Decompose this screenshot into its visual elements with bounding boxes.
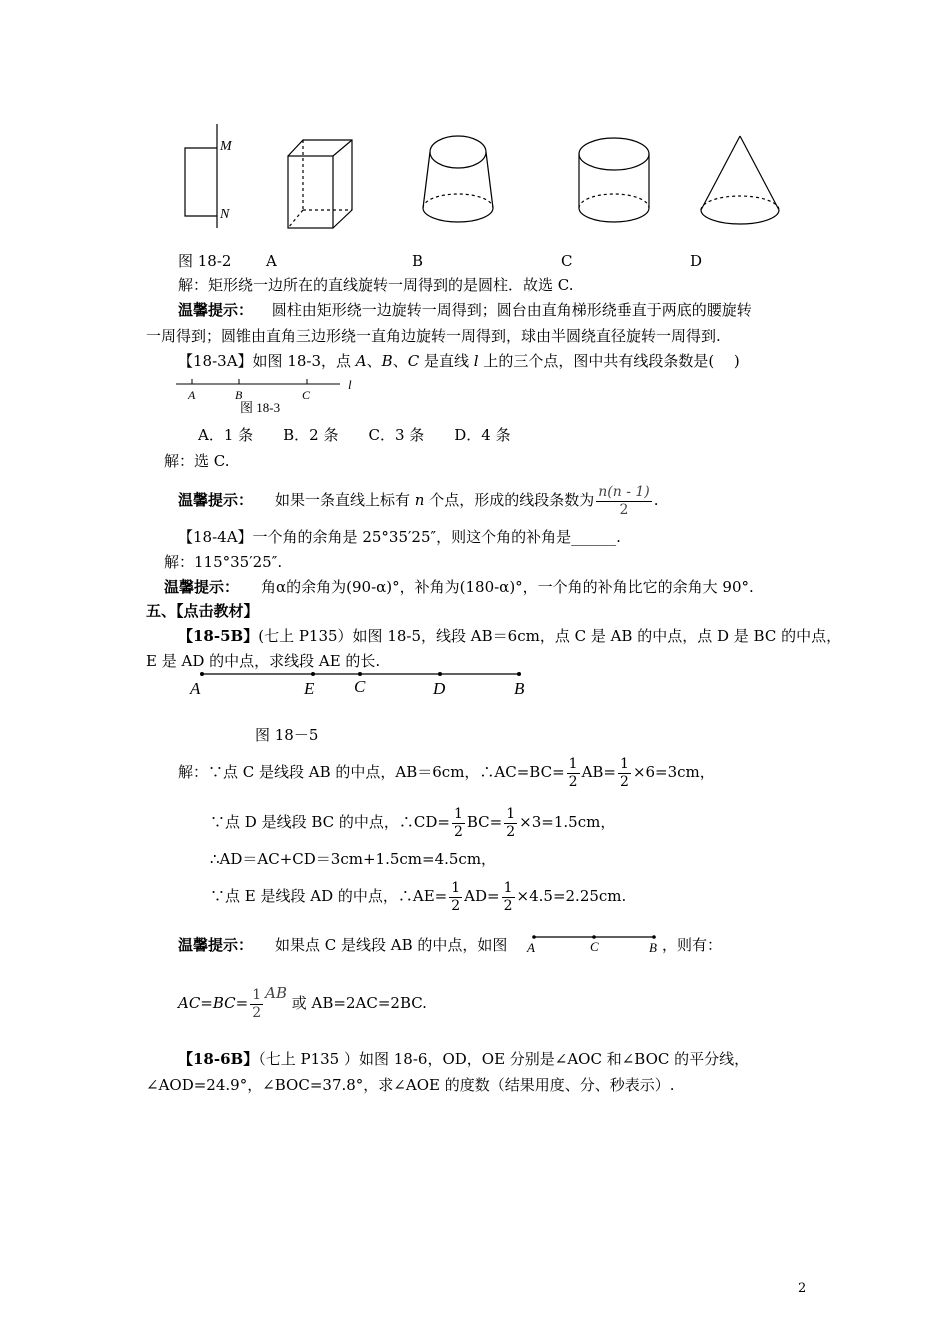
tip-18-3-n: n bbox=[414, 491, 425, 509]
option-c-label: C bbox=[561, 252, 573, 270]
option-a-label: A bbox=[266, 252, 277, 270]
rectangle-shape bbox=[185, 148, 217, 216]
tip2-ab: AB bbox=[265, 984, 288, 1002]
tip-18-3-text-a: 如果一条直线上标有 bbox=[275, 491, 415, 509]
fig5-label-B: B bbox=[514, 679, 525, 698]
fraction-one-half: $\frac{1}{2}$ bbox=[453, 805, 463, 840]
tip-label-18-2: 温馨提示： bbox=[178, 301, 254, 319]
question-18-6-line2: ∠AOD=24.9°，∠BOC=37.8°，求∠AOE 的度数（结果用度、分、秒表示）. bbox=[146, 1076, 675, 1094]
sol-18-5-line4-b: AD= bbox=[464, 887, 500, 905]
figure-18-5-caption: 图 18－5 bbox=[255, 726, 319, 744]
q18-3-l: l bbox=[473, 352, 479, 370]
figure-18-3 bbox=[172, 374, 372, 418]
option-b-label: B bbox=[412, 252, 424, 270]
q18-3-C: C bbox=[407, 352, 420, 370]
fraction-one-half: $\frac{1}{2}$ bbox=[252, 986, 262, 1021]
q18-3-text-a: 如图 18-3，点 bbox=[252, 352, 356, 370]
tip-fig-label-A: A bbox=[527, 940, 535, 955]
tip-figure-midpoint bbox=[526, 930, 660, 956]
fig5-label-D: D bbox=[433, 679, 446, 698]
tip-18-2-line1: 圆柱由矩形绕一边旋转一周得到；圆台由直角梯形绕垂直于两底的腰旋转 bbox=[271, 301, 752, 319]
tip-18-5-text-a: 如果点 C 是线段 AB 的中点，如图 bbox=[275, 936, 508, 954]
tip-fig-label-C: C bbox=[590, 939, 599, 954]
sol-18-5-line1-a: 解：∵点 C 是线段 AB 的中点，AB＝6cm，∴AC=BC= bbox=[178, 763, 565, 781]
cylinder-shape bbox=[579, 138, 649, 222]
sol-18-5-line3: ∴AD＝AC+CD＝3cm+1.5cm=4.5cm， bbox=[210, 850, 497, 868]
question-tag-18-4: 【18-4A】 bbox=[178, 528, 253, 546]
fig5-label-A: A bbox=[190, 679, 201, 698]
sol-18-5-line2-c: ×3=1.5cm， bbox=[519, 813, 616, 831]
fraction-one-half: $\frac{1}{2}$ bbox=[506, 805, 516, 840]
answer-18-4: 解：115°35′25″. bbox=[164, 553, 283, 571]
tip2-text-b: 或 AB=2AC=2BC. bbox=[287, 994, 427, 1012]
tip-18-4: 角α的余角为(90-α)°，补角为(180-α)°，一个角的补角比它的余角大 90°. bbox=[261, 578, 754, 596]
label-M: M bbox=[220, 139, 232, 154]
figure-18-2-caption: 图 18-2 bbox=[178, 252, 232, 270]
fig3-label-A: A bbox=[188, 388, 196, 402]
section-5-heading: 五、【点击教材】 bbox=[146, 602, 259, 620]
question-tag-18-3: 【18-3A】 bbox=[178, 352, 253, 370]
tip-label-18-5: 温馨提示： bbox=[178, 936, 254, 954]
cone-shape bbox=[701, 136, 779, 224]
tip-fig-label-B: B bbox=[649, 940, 657, 955]
figure-18-5 bbox=[182, 664, 542, 704]
question-18-5-line1: (七上 P135）如图 18-5，线段 AB＝6cm，点 C 是 AB 的中点，点 D 是 BC 的中点， bbox=[258, 627, 842, 645]
sol-18-5-line4-c: ×4.5=2.25cm. bbox=[516, 887, 627, 905]
q18-3-sep2: 、 bbox=[392, 352, 408, 370]
label-N: N bbox=[220, 207, 230, 222]
tip-18-5-text-b: ，则有： bbox=[662, 936, 723, 954]
q18-3-text-b: 是直线 bbox=[419, 352, 474, 370]
answer-18-3: 解：选 C. bbox=[164, 452, 230, 470]
tip-18-3-end: . bbox=[653, 491, 659, 509]
fig3-label-B: B bbox=[235, 388, 243, 402]
q18-3-A: A bbox=[355, 352, 367, 370]
fraction-one-half: $\frac{1}{2}$ bbox=[503, 879, 513, 914]
question-tag-18-6: 【18-6B】 bbox=[178, 1050, 259, 1068]
sol-18-5-line2-b: BC= bbox=[466, 813, 503, 831]
option-d-label: D bbox=[690, 252, 703, 270]
page-number: 2 bbox=[798, 1281, 807, 1296]
answer-18-2: 解：矩形绕一边所在的直线旋转一周得到的是圆柱．故选 C. bbox=[178, 276, 574, 294]
sol-18-5-line1-b: AB= bbox=[581, 763, 617, 781]
q18-3-sep1: 、 bbox=[366, 352, 382, 370]
fraction-n-n-minus-1-over-2: $\frac{n(n - 1)}{2}$ bbox=[598, 483, 650, 518]
question-tag-18-5: 【18-5B】 bbox=[178, 627, 259, 645]
fig3-label-l: l bbox=[348, 377, 352, 392]
sol-18-5-line4-a: ∵点 E 是线段 AD 的中点，∴AE= bbox=[210, 887, 448, 905]
tip-18-3-text-b: 个点，形成的线段条数为 bbox=[424, 491, 595, 509]
options-18-3: A．1 条 B．2 条 C．3 条 D．4 条 bbox=[198, 426, 511, 444]
question-18-6-line1: （七上 P135 ）如图 18-6，OD，OE 分别是∠AOC 和∠BOC 的平分线， bbox=[258, 1050, 750, 1068]
tip-label-18-3: 温馨提示： bbox=[178, 491, 254, 509]
q18-3-text-c: 上的三个点，图中共有线段条数是( ) bbox=[478, 352, 740, 370]
fig5-label-C: C bbox=[354, 677, 366, 696]
tip2-text-a: AC=BC= bbox=[178, 994, 249, 1012]
fraction-one-half: $\frac{1}{2}$ bbox=[568, 755, 578, 790]
fig5-label-E: E bbox=[304, 679, 315, 698]
frustum-shape bbox=[423, 136, 493, 222]
tip-label-18-4: 温馨提示： bbox=[164, 578, 240, 596]
question-18-5-line2: E 是 AD 的中点，求线段 AE 的长. bbox=[146, 652, 381, 670]
q18-3-B: B bbox=[381, 352, 393, 370]
sol-18-5-line2-a: ∵点 D 是线段 BC 的中点，∴CD= bbox=[210, 813, 450, 831]
question-18-4: 一个角的余角是 25°35′25″，则这个角的补角是______. bbox=[252, 528, 621, 546]
fraction-one-half: $\frac{1}{2}$ bbox=[451, 879, 461, 914]
tip-18-2-line2: 一周得到；圆锥由直角三边形绕一直角边旋转一周得到，球由半圆绕直径旋转一周得到. bbox=[146, 327, 721, 345]
fraction-one-half: $\frac{1}{2}$ bbox=[620, 755, 629, 790]
cuboid-shape bbox=[288, 140, 352, 228]
sol-18-5-line1-c: ×6=3cm， bbox=[632, 763, 715, 781]
figure-18-3-caption: 图 18-3 bbox=[240, 400, 281, 415]
fig3-label-C: C bbox=[302, 388, 311, 402]
figure-18-2 bbox=[170, 118, 790, 233]
